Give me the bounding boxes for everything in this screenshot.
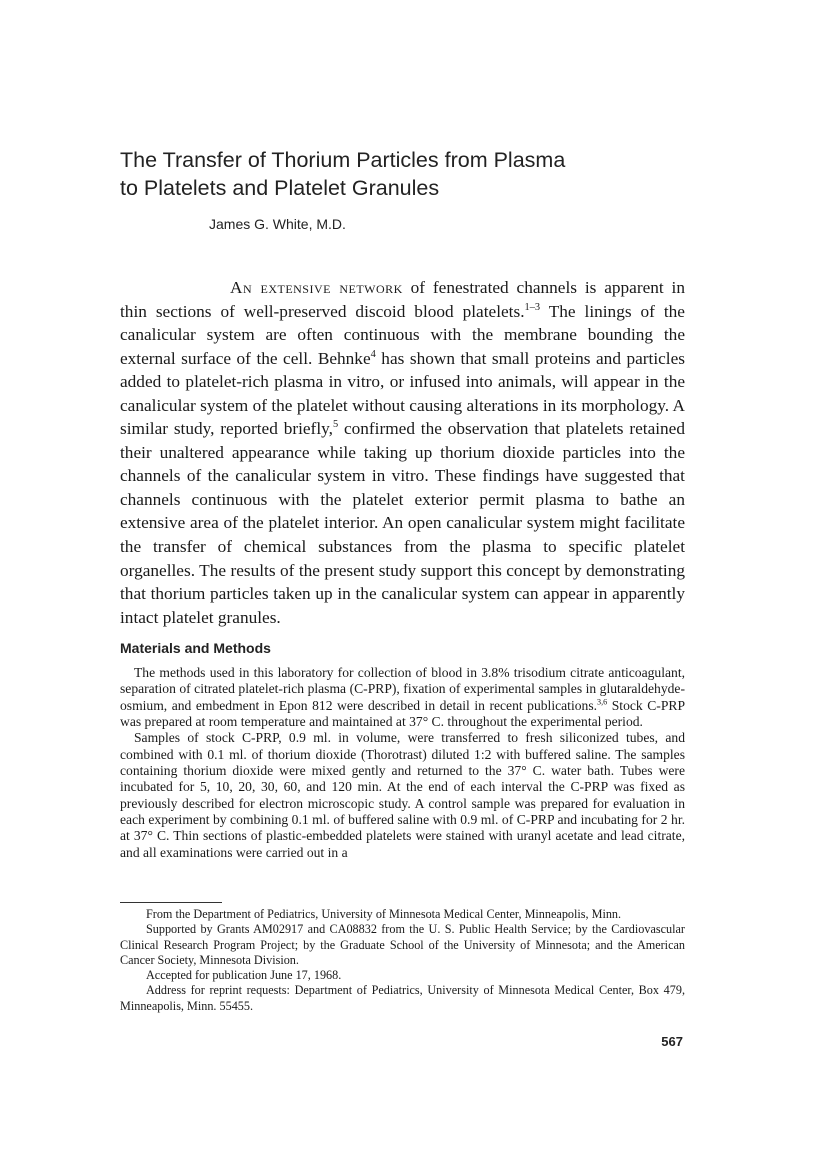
footnote-divider [120, 902, 222, 903]
intro-lead-in: An extensive network [230, 278, 403, 297]
methods-body [120, 665, 685, 861]
footnote-support: Supported by Grants AM02917 and CA08832 from the U. S. Public Health Service; by the Cardiovascular Clinical Research Program Project; by the Graduate School of the University of Minnesota; and the American Cancer Society, Minnesota Division. [120, 922, 685, 967]
section-heading-methods: Materials and Methods [120, 640, 271, 656]
reference-marker: 4 [370, 348, 376, 360]
reference-marker: 3,6 [597, 697, 608, 707]
intro-paragraph [120, 276, 685, 629]
title-line-2: to Platelets and Platelet Granules [120, 176, 440, 200]
footnote-reprint: Address for reprint requests: Department of Pediatrics, University of Minnesota Medical Center, Box 479, Minneapolis, Minn. 55455. [120, 983, 685, 1013]
reference-marker: 1–3 [524, 301, 541, 313]
title-line-1: The Transfer of Thorium Particles from Plasma [120, 148, 566, 172]
methods-text-1a: The methods used in this laboratory for collection of blood in 3.8% trisodium citrate anticoagulant, separation of citrated platelet-rich plasma (C-PRP), fixation of experimental samples in glutaraldehyde-osmium, and embedment in Epon 812 were described in detail in recent publications. [120, 665, 685, 713]
footnote-affiliation: From the Department of Pediatrics, University of Minnesota Medical Center, Minneapolis, Minn. [146, 907, 622, 921]
intro-text-1: of fenestrated channels is apparent in thin sections of well-preserved discoid blood platelets. [120, 278, 685, 321]
author-name: James G. White, M.D. [209, 216, 346, 232]
intro-text-2: The linings of the canalicular system are often continuous with the membrane bounding the external surface of the cell. Behnke [120, 301, 685, 368]
methods-paragraph-1 [120, 665, 685, 730]
methods-text-1b: Stock C-PRP was prepared at room temperature and maintained at 37° C. throughout the experimental period. [120, 697, 685, 730]
article-title [120, 146, 740, 202]
footnotes [120, 907, 685, 1014]
intro-text-4: confirmed the observation that platelets retained their unaltered appearance while taking up thorium dioxide particles into the channels of the canalicular system in vitro. These findings have suggested that channels continuous with the platelet exterior permit plasma to bathe an extensive area of the platelet interior. An open canalicular system might facilitate the transfer of chemical substances from the plasma to specific platelet organelles. The results of the present study support this concept by demonstrating that thorium particles taken up in the canalicular system can appear in apparently intact platelet granules. [120, 419, 685, 627]
intro-text-3: has shown that small proteins and particles added to platelet-rich plasma in vitro, or infused into animals, will appear in the canalicular system of the platelet without causing alterations in its morphology. A similar study, reported briefly, [120, 348, 685, 439]
page-number: 567 [661, 1034, 683, 1049]
footnote-accepted: Accepted for publication June 17, 1968. [146, 968, 342, 983]
reference-marker: 5 [332, 419, 339, 431]
methods-paragraph-2: Samples of stock C-PRP, 0.9 ml. in volume, were transferred to fresh siliconized tubes, and combined with 0.1 ml. of thorium dioxide (Thorotrast) diluted 1:2 with buffered saline. The samples containing thorium dioxide were mixed gently and returned to the 37° C. water bath. Tubes were incubated for 5, 10, 20, 30, 60, and 120 min. At the end of each interval the C-PRP was fixed as previously described for electron microscopic study. A control sample was prepared for evaluation in each experiment by combining 0.1 ml. of buffered saline with 0.9 ml. of C-PRP and incubating for 2 hr. at 37° C. Thin sections of plastic-embedded platelets were stained with uranyl acetate and lead citrate, and all examinations were carried out in a [120, 730, 685, 860]
